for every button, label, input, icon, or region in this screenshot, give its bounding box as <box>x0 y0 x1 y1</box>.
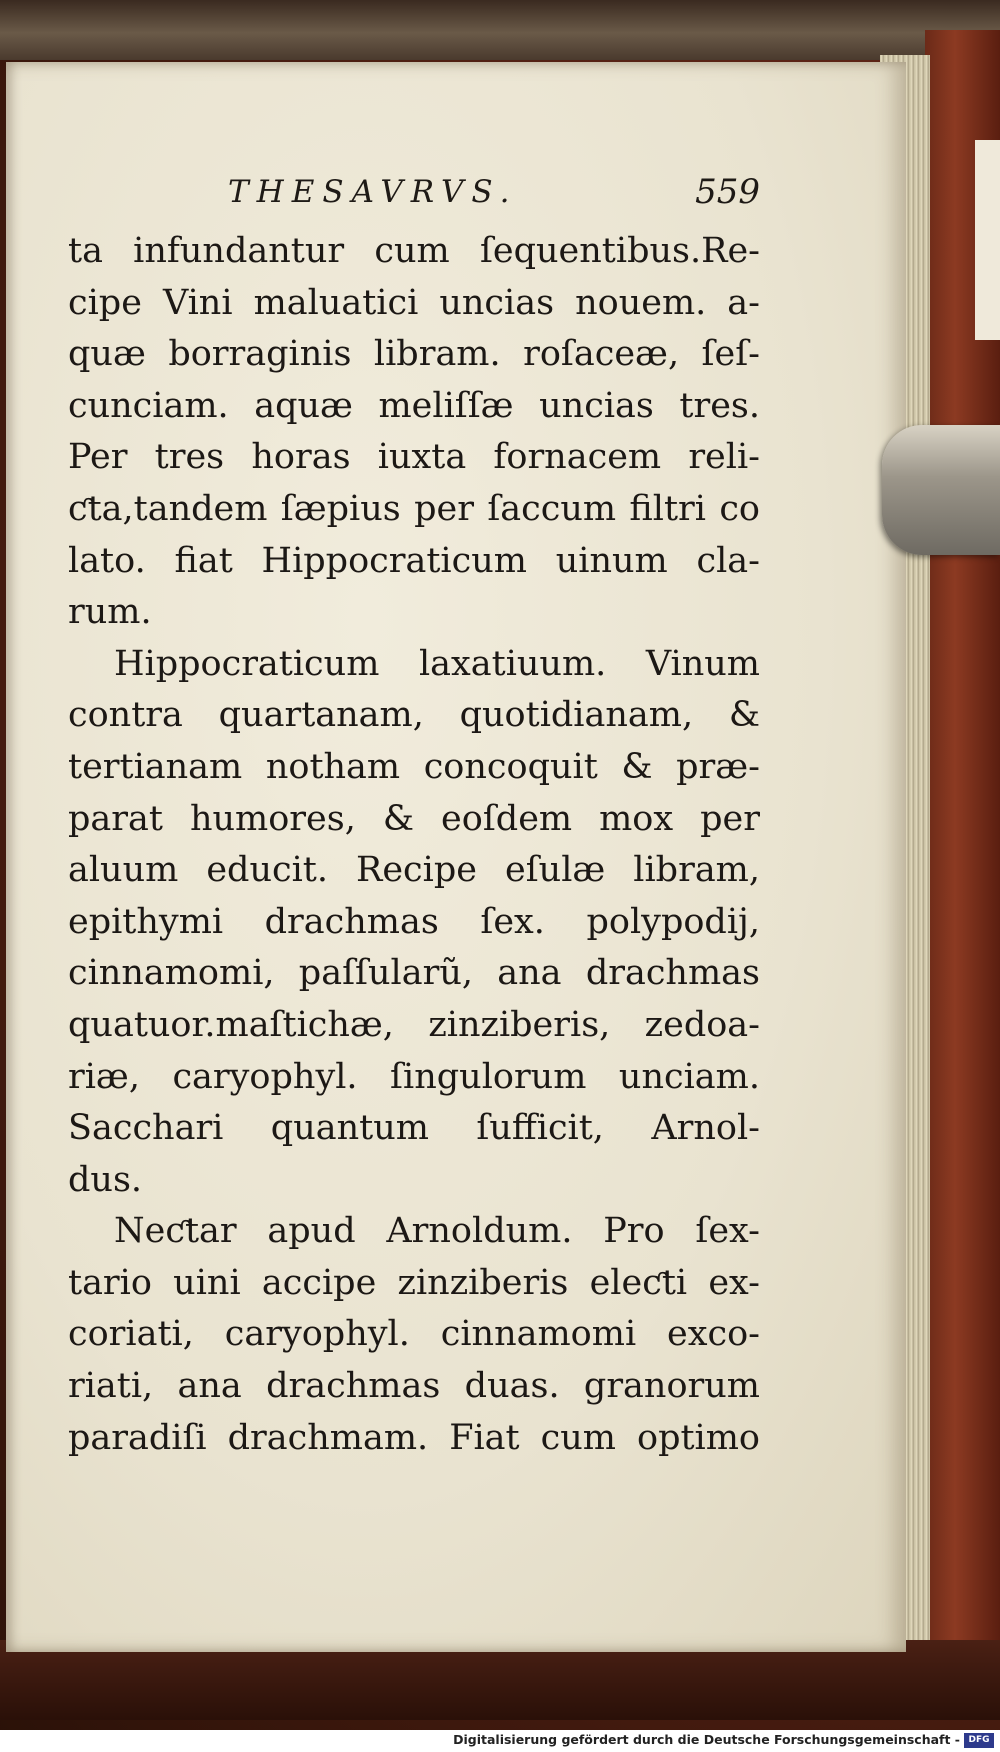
running-title: THESAVRVS. <box>228 174 518 210</box>
text-line: cipe Vini maluatici uncias nouem. a- <box>68 282 760 323</box>
text-line: parat humores, & eoſdem mox per <box>68 798 760 839</box>
text-line: aluum educit. Recipe eſulæ libram, <box>68 850 760 891</box>
text-line: quatuor.maſtichæ, zinziberis, zedoa- <box>68 1004 760 1045</box>
text-line: cunciam. aquæ meliſſæ uncias tres. <box>68 385 760 426</box>
spine-paper-strip <box>975 140 1000 340</box>
text-line: Neƈtar apud Arnoldum. Pro ſex- <box>114 1211 760 1252</box>
text-line: epithymi drachmas ſex. polypodij, <box>68 901 760 942</box>
top-binding-edge <box>0 0 1000 60</box>
text-line: coriati, caryophyl. cinnamomi exco- <box>68 1314 760 1355</box>
page-header <box>70 168 760 228</box>
page-number: 559 <box>695 172 760 212</box>
text-line: tertianam notham concoquit & præ- <box>68 746 760 787</box>
text-line: quæ borraginis libram. roſaceæ, ſeſ- <box>68 334 760 375</box>
text-line: paradiſi drachmam. Fiat cum optimo <box>68 1417 760 1458</box>
text-line: riæ, caryophyl. ſingulorum unciam. <box>68 1056 760 1097</box>
text-line: rum. <box>68 592 152 633</box>
text-line: dus. <box>68 1159 143 1200</box>
dfg-logo: DFG <box>964 1733 994 1748</box>
text-line: contra quartanam, quotidianam, & <box>68 695 760 736</box>
text-line: Per tres horas iuxta fornacem reli- <box>68 437 760 478</box>
text-line: lato. fiat Hippocraticum uinum cla- <box>68 540 760 581</box>
text-line: Hippocraticum laxatiuum. Vinum <box>114 643 760 684</box>
text-line: riati, ana drachmas duas. granorum <box>68 1366 760 1407</box>
metal-clasp <box>882 425 1000 555</box>
text-line: ƈta,tandem ſæpius per ſaccum filtri co <box>68 488 760 529</box>
text-line: Sacchari quantum ſufficit, Arnol- <box>68 1108 760 1149</box>
text-line: ta infundantur cum ſequentibus.Re- <box>68 231 760 271</box>
funding-credit: Digitalisierung gefördert durch die Deutsche Forschungsgemeinschaft - <box>453 1732 960 1747</box>
page-body-text <box>68 226 760 1464</box>
text-line: cinnamomi, paſſularũ, ana drachmas <box>68 953 760 994</box>
digitization-footer <box>0 1730 1000 1752</box>
text-line: tario uini accipe zinziberis eleƈti ex- <box>68 1262 760 1303</box>
bottom-binding-edge <box>0 1640 1000 1720</box>
